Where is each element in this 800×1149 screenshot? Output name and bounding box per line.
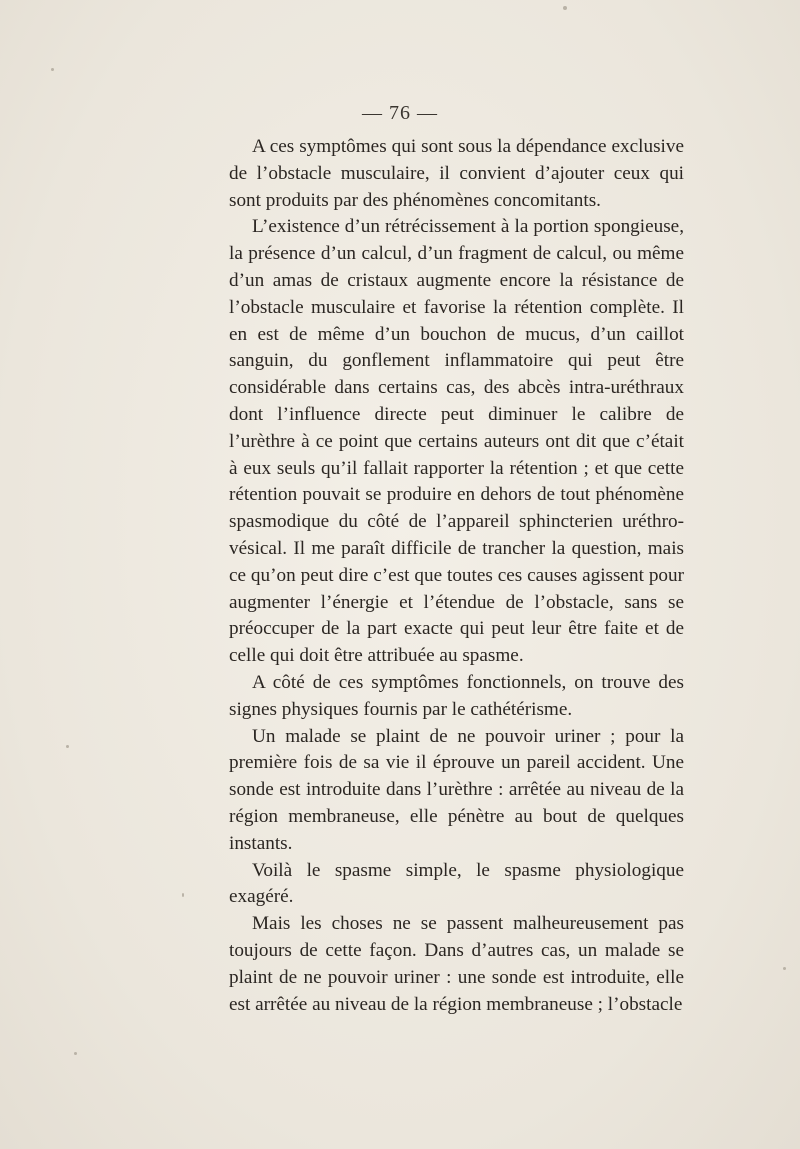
page-number: — 76 —	[362, 102, 438, 124]
paragraph-2: L’existence d’un rétrécissement à la portion spongieuse, la présence d’un calcul, d’un fragment de calcul, ou même d’un amas de cristaux augmente encore la résistance de l’obstacle musculaire et favorise la rétention complète. Il en est de même d’un bouchon de mucus, d’un caillot sanguin, du gonflement inflammatoire qui peut être considérable dans certains cas, des abcès intra-uréthraux dont l’influence directe peut diminuer le calibre de l’urèthre à ce point que certains auteurs ont dit que c’était à eux seuls qu’il fallait rapporter la rétention ; et que cette rétention pouvait se produire en dehors de tout phénomène spasmodique du côté de l’appareil sphincterien uréthro-vésical. Il me paraît difficile de trancher la question, mais ce qu’on peut dire c’est que toutes ces causes agissent pour augmenter l’énergie et l’étendue de l’obstacle, sans se préoccuper de la part exacte qui peut leur être faite et de celle qui doit être attribuée au spasme.	[229, 216, 684, 667]
body-text	[229, 134, 684, 1018]
paper-speck	[51, 68, 54, 71]
paper-speck	[783, 967, 786, 970]
paragraph-4: Un malade se plaint de ne pouvoir uriner ; pour la première fois de sa vie il éprouve un pareil accident. Une sonde est introduite dans l’urèthre : arrêtée au niveau de la région membraneuse, elle pénètre au bout de quelques instants.	[229, 725, 684, 854]
paragraph-5: Voilà le spasme simple, le spasme physiologique exagéré.	[229, 859, 684, 908]
paragraph-3: A côté de ces symptômes fonctionnels, on trouve des signes physiques fournis par le cathétérisme.	[229, 671, 684, 720]
paragraph-1: A ces symptômes qui sont sous la dépendance exclusive de l’obstacle musculaire, il convient d’ajouter ceux qui sont produits par des phénomènes concomitants.	[229, 136, 684, 211]
paragraph-6: Mais les choses ne se passent malheureusement pas toujours de cette façon. Dans d’autres cas, un malade se plaint de ne pouvoir uriner : une sonde est introduite, elle est arrêtée au niveau de la région membraneuse ; l’obstacle	[229, 913, 684, 1015]
paper-speck	[66, 745, 69, 748]
paper-speck	[74, 1052, 77, 1055]
paper-speck	[182, 893, 184, 897]
paper-speck	[563, 6, 567, 10]
